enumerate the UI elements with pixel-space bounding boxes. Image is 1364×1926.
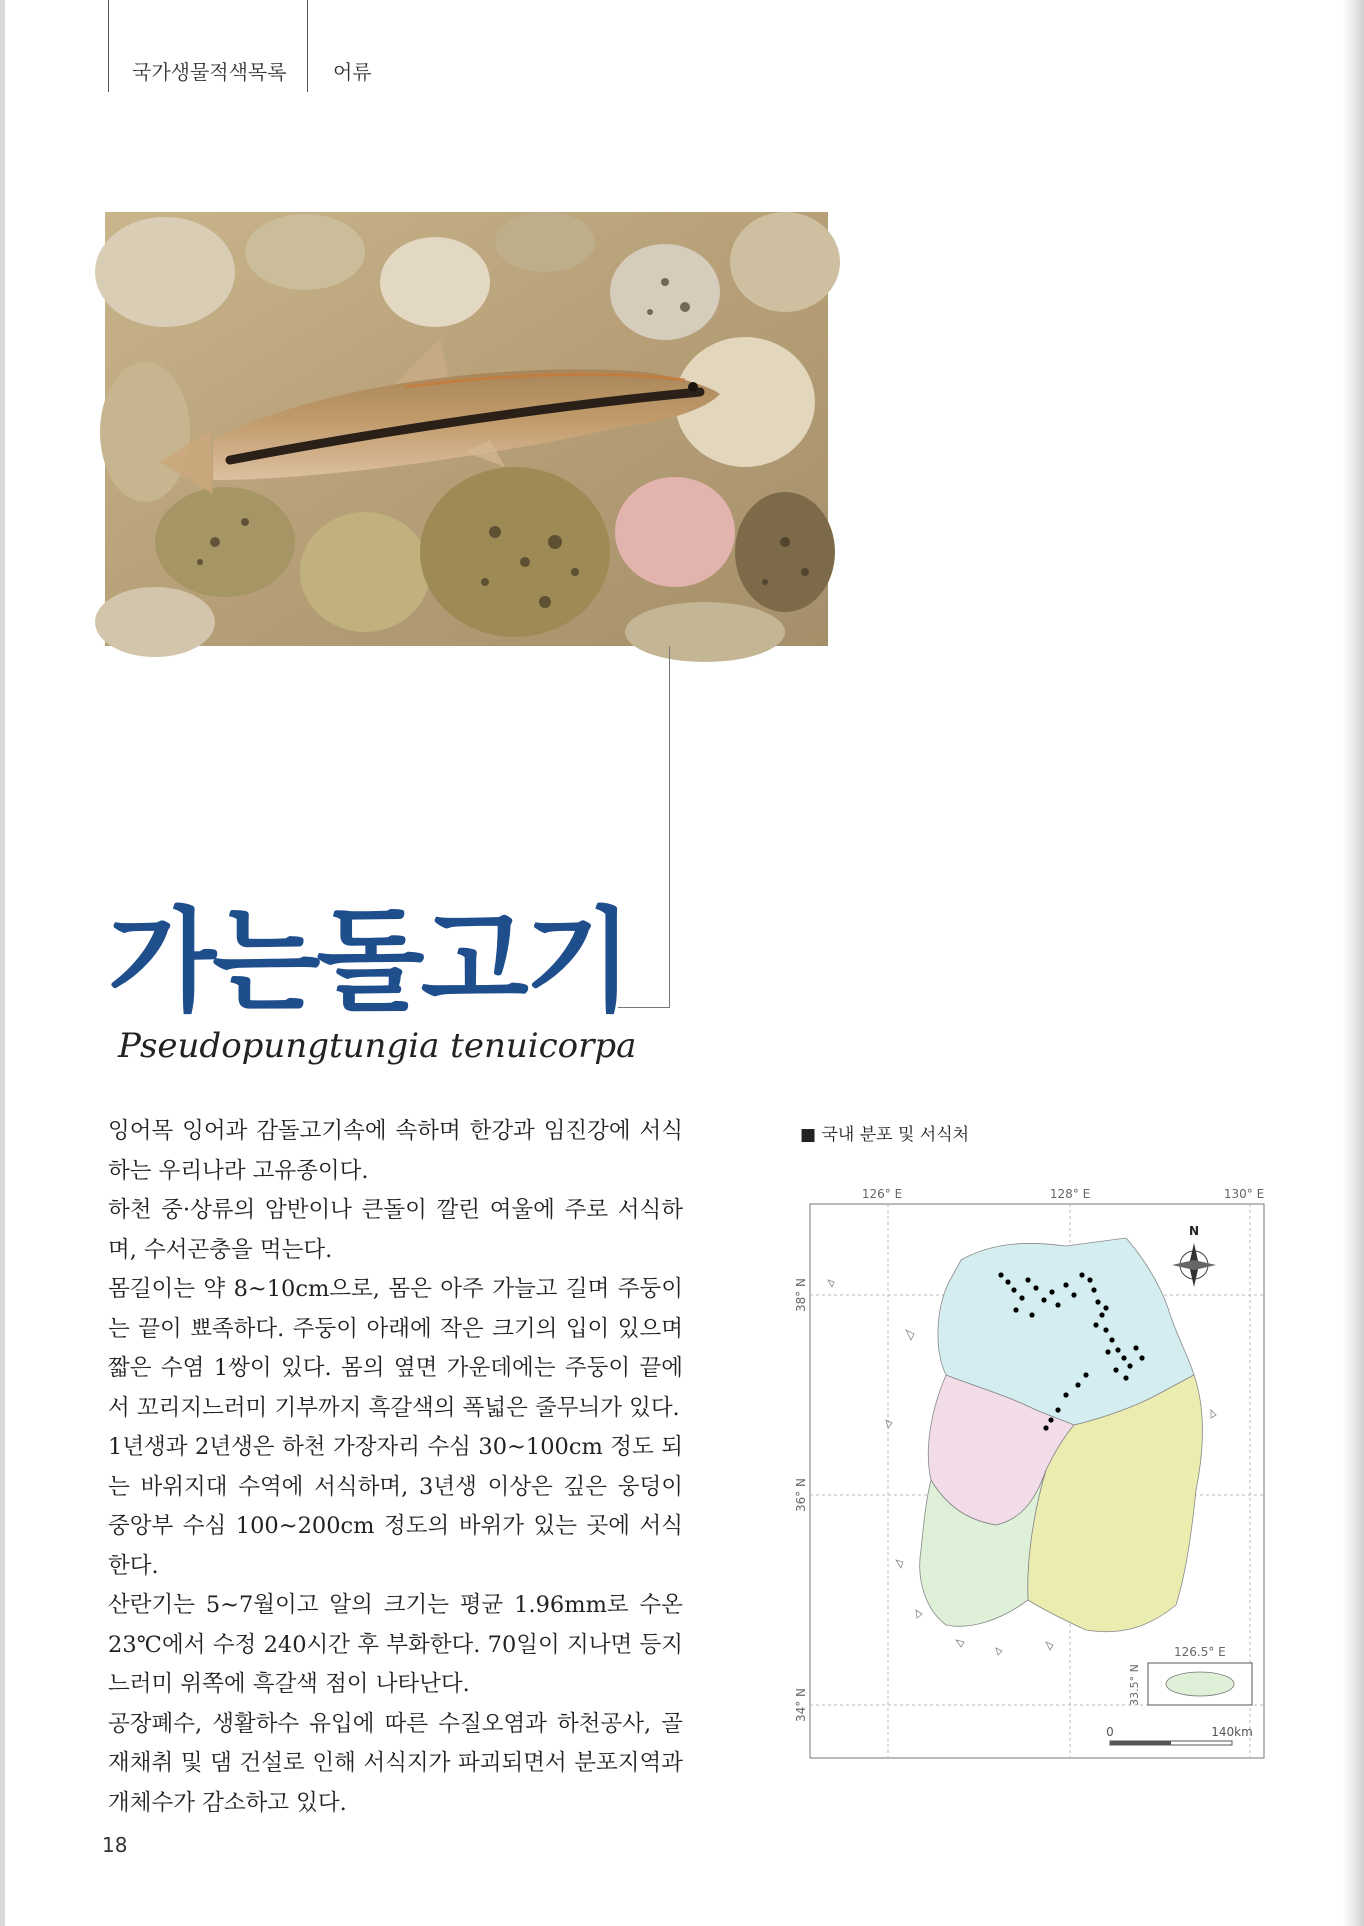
distribution-map <box>796 1180 1272 1760</box>
description-paragraph: 1년생과 2년생은 하천 가장자리 수심 30~100cm 정도 되는 바위지대 수역에 서식하며, 3년생 이상은 깊은 웅덩이 중앙부 수심 100~200cm 정도의 바위가 있는 곳에 서식한다. <box>108 1434 683 1579</box>
page-number: 18 <box>102 1833 128 1857</box>
header-divider <box>307 0 308 92</box>
description-paragraph: 잉어목 잉어과 감돌고기속에 속하며 한강과 임진강에 서식하는 우리나라 고유종이다. <box>108 1118 683 1184</box>
species-scientific-name: Pseudopungtungia tenuicorpa <box>118 1026 637 1066</box>
description-paragraph: 몸길이는 약 8~10cm으로, 몸은 아주 가늘고 길며 주둥이는 끝이 뾰족하다. 주둥이 아래에 작은 크기의 입이 있으며 짧은 수염 1쌍이 있다. 몸의 옆면 가운데에는 주둥이 끝에서 꼬리지느러미 기부까지 흑갈색의 폭넓은 줄무늬가 있다. <box>108 1276 683 1421</box>
header-category: 어류 <box>333 60 372 84</box>
scale-start: 0 <box>1106 1725 1114 1739</box>
lon-label: 130° E <box>1223 1187 1265 1201</box>
header-divider <box>108 0 109 92</box>
lat-label: 38° N <box>794 1277 808 1313</box>
scale-end: 140km <box>1211 1725 1253 1739</box>
species-korean-name: 가는돌고기 <box>108 897 629 1027</box>
lon-label: 126° E <box>861 1187 903 1201</box>
description-paragraph: 산란기는 5~7월이고 알의 크기는 평균 1.96mm로 수온 23℃에서 수정 240시간 후 부화한다. 70일이 지나면 등지느러미 위쪽에 흑갈색 점이 나타난다. <box>108 1592 683 1697</box>
description-paragraph: 공장폐수, 생활하수 유입에 따른 수질오염과 하천공사, 골재채취 및 댐 건설로 인해 서식지가 파괴되면서 분포지역과 개체수가 감소하고 있다. <box>108 1710 683 1816</box>
lat-label: 34° N <box>794 1687 808 1723</box>
fish-photo <box>105 212 828 646</box>
page-edge <box>0 0 5 1926</box>
species-description <box>108 1112 683 1823</box>
map-caption: ■ 국내 분포 및 서식처 <box>800 1125 970 1145</box>
page-gutter-shadow <box>1342 0 1364 1926</box>
lon-label: 128° E <box>1049 1187 1091 1201</box>
inset-lon-label: 126.5° E <box>1174 1645 1226 1659</box>
description-paragraph: 하천 중·상류의 암반이나 큰돌이 깔린 여울에 주로 서식하며, 수서곤충을 먹는다. <box>108 1197 683 1263</box>
title-connector-vertical <box>669 646 670 1008</box>
lat-label: 36° N <box>794 1477 808 1513</box>
inset-lat-label: 33.5° N <box>1128 1664 1141 1706</box>
header-catalog: 국가생물적색목록 <box>132 60 287 84</box>
north-label: N <box>1188 1224 1200 1238</box>
